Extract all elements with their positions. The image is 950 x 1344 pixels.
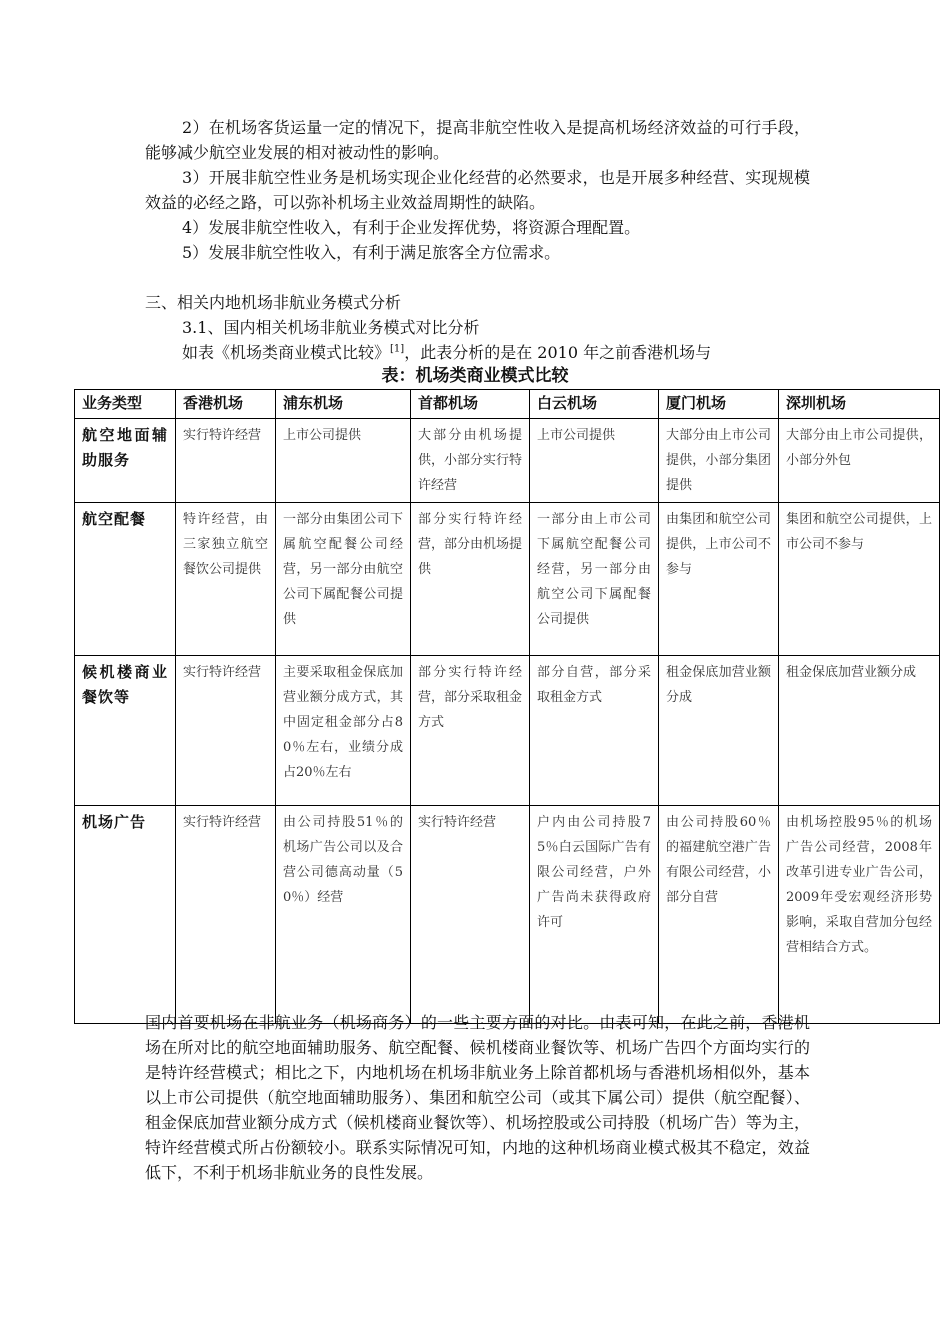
table-cell: 部分实行特许经营，部分由机场提供 [411, 503, 530, 656]
header-cell: 深圳机场 [779, 390, 940, 419]
table-row [75, 806, 940, 1024]
table-cell: 大部分由机场提供，小部分实行特许经营 [411, 419, 530, 503]
table-cell: 户内由公司持股75％白云国际广告有限公司经营，户外广告尚未获得政府许可 [530, 806, 659, 1024]
table-cell: 实行特许经营 [411, 806, 530, 1024]
lead-text-before: 如表《机场类商业模式比较》 [182, 343, 391, 362]
header-cell: 香港机场 [176, 390, 276, 419]
table-cell: 实行特许经营 [176, 419, 276, 503]
lead-text-after: ，此表分析的是在 2010 年之前香港机场与 [404, 343, 712, 362]
header-cell: 浦东机场 [276, 390, 411, 419]
table-cell: 租金保底加营业额分成 [659, 656, 779, 806]
comparison-table [74, 389, 940, 1024]
subsection-heading: 3.1、国内相关机场非航业务模式对比分析 [182, 318, 480, 337]
table-lead-sentence [182, 340, 711, 365]
table-cell: 一部分由上市公司下属航空配餐公司经营，另一部分由航空公司下属配餐公司提供 [530, 503, 659, 656]
paragraph-point-5: 5）发展非航空性收入，有利于满足旅客全方位需求。 [182, 243, 561, 262]
table-row [75, 419, 940, 503]
table-cell: 实行特许经营 [176, 656, 276, 806]
section-heading: 三、相关内地机场非航业务模式分析 [145, 293, 402, 312]
table-cell: 部分实行特许经营，部分采取租金方式 [411, 656, 530, 806]
table-cell: 主要采取租金保底加营业额分成方式，其中固定租金部分占80％左右，业绩分成占20％左右 [276, 656, 411, 806]
paragraph-point-3: 3）开展非航空性业务是机场实现企业化经营的必然要求，也是开展多种经营、实现规模效益的必经之路，可以弥补机场主业效益周期性的缺陷。 [145, 168, 810, 212]
table-cell: 上市公司提供 [530, 419, 659, 503]
table-cell: 特许经营，由三家独立航空餐饮公司提供 [176, 503, 276, 656]
table-cell: 由公司持股60％的福建航空港广告有限公司经营，小部分自营 [659, 806, 779, 1024]
table-cell: 一部分由集团公司下属航空配餐公司经营，另一部分由航空公司下属配餐公司提供 [276, 503, 411, 656]
header-cell: 首都机场 [411, 390, 530, 419]
business-type-cell: 航空地面辅助服务 [75, 419, 176, 503]
table-cell: 租金保底加营业额分成 [779, 656, 940, 806]
header-cell: 业务类型 [75, 390, 176, 419]
table-caption: 表：机场类商业模式比较 [381, 366, 569, 386]
table-cell: 由公司持股51％的机场广告公司以及合营公司德高动量（50％）经营 [276, 806, 411, 1024]
table-cell: 大部分由上市公司提供，小部分外包 [779, 419, 940, 503]
business-type-cell: 候机楼商业餐饮等 [75, 656, 176, 806]
table-cell: 集团和航空公司提供，上市公司不参与 [779, 503, 940, 656]
table-cell: 由机场控股95％的机场广告公司经营，2008年改革引进专业广告公司，2009年受宏观经济形势影响，采取自营加分包经营相结合方式。 [779, 806, 940, 1024]
business-type-cell: 航空配餐 [75, 503, 176, 656]
conclusion-paragraph: 国内首要机场在非航业务（机场商务）的一些主要方面的对比。由表可知，在此之前，香港机场在所对比的航空地面辅助服务、航空配餐、候机楼商业餐饮等、机场广告四个方面均实行的是特许经营模式；相比之下，内地机场在机场非航业务上除首都机场与香港机场相似外，基本以上市公司提供（航空地面辅助服务）、集团和航空公司（或其下属公司）提供（航空配餐）、租金保底加营业额分成方式（候机楼商业餐饮等）、机场控股或公司持股（机场广告）等为主，特许经营模式所占份额较小。联系实际情况可知，内地的这种机场商业模式极其不稳定，效益低下，不利于机场非航业务的良性发展。 [145, 1013, 810, 1182]
table-cell: 大部分由上市公司提供，小部分集团提供 [659, 419, 779, 503]
header-cell: 白云机场 [530, 390, 659, 419]
table-cell: 由集团和航空公司提供，上市公司不参与 [659, 503, 779, 656]
table-cell: 实行特许经营 [176, 806, 276, 1024]
business-type-cell: 机场广告 [75, 806, 176, 1024]
header-cell: 厦门机场 [659, 390, 779, 419]
table-row [75, 656, 940, 806]
table-cell: 上市公司提供 [276, 419, 411, 503]
table-row [75, 503, 940, 656]
citation-ref: [1] [390, 343, 405, 355]
table-cell: 部分自营，部分采取租金方式 [530, 656, 659, 806]
paragraph-point-4: 4）发展非航空性收入，有利于企业发挥优势，将资源合理配置。 [182, 218, 641, 237]
paragraph-point-2: 2）在机场客货运量一定的情况下，提高非航空性收入是提高机场经济效益的可行手段，能够减少航空业发展的相对被动性的影响。 [145, 118, 810, 162]
table-header-row [75, 390, 940, 419]
